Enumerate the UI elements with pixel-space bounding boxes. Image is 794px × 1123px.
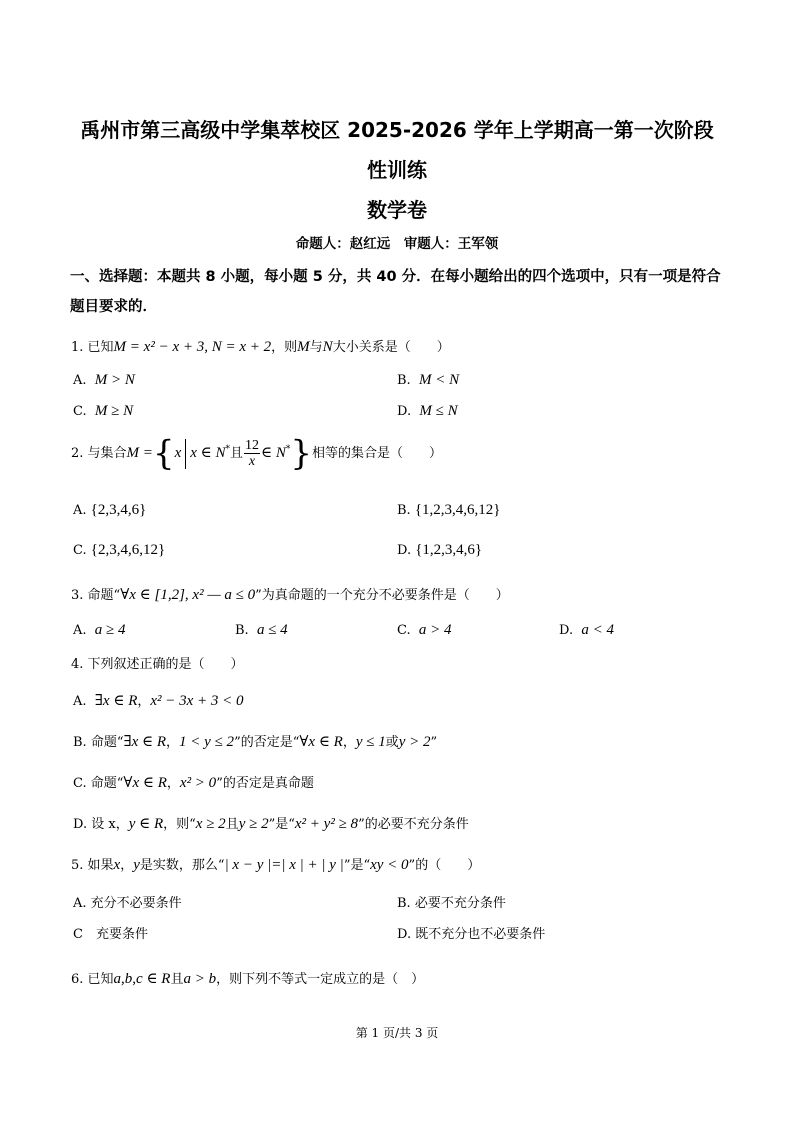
q3-formula: ∀x ∈ [1,2], x² — a ≤ 0 <box>120 587 256 603</box>
q4-option-b: B. 命题“∃x ∈ R，1 < y ≤ 2”的否定是“∀x ∈ R，y ≤ 1或y > 2” <box>73 734 438 750</box>
q3-option-b: B. a ≤ 4 <box>235 622 288 638</box>
q1-option-b: B. M < N <box>397 372 460 388</box>
question-4: 4. 下列叙述正确的是（ ） <box>71 657 244 672</box>
q3-option-c: C. a > 4 <box>397 622 452 638</box>
question-2: 2. 与集合M ={x x ∈ N*且 $\frac{12}{x}$ ∈ N*}相等的集合是（ ） <box>71 433 443 474</box>
question-1 <box>71 336 450 356</box>
q2-option-d: D. {1,2,3,4,6} <box>397 542 483 558</box>
page-subtitle: 数学卷 <box>367 198 427 222</box>
q2-x: x <box>174 445 182 461</box>
page-footer: 第 1 页/共 3 页 <box>355 1026 439 1040</box>
set-bar <box>185 439 186 469</box>
q1-m: M <box>297 339 310 355</box>
q2-cond1: x ∈ N <box>190 445 226 461</box>
q1-prefix: 1. 已知 <box>71 340 114 355</box>
q4-option-a: A. ∃x ∈ R，x² − 3x + 3 < 0 <box>73 693 244 709</box>
q2-suffix: 相等的集合是（ ） <box>312 446 443 461</box>
q1-mid: ，则 <box>271 340 298 355</box>
section-heading: 一、选择题：本题共 8 小题，每小题 5 分，共 40 分．在每小题给出的四个选项中，只有一项是符合题目要求的． <box>70 269 721 315</box>
left-brace-icon: { <box>152 433 175 474</box>
q2-fraction: $\frac{12}{x}$ <box>245 438 260 469</box>
q3-option-a: A. a ≥ 4 <box>73 622 126 638</box>
q1-option-a: A. M > N <box>73 372 135 388</box>
page-title-line1: 禹州市第三高级中学集萃校区 2025-2026 学年上学期高一第一次阶段 <box>80 118 714 142</box>
q3-prefix: 3. 命题“ <box>71 588 121 603</box>
q1-option-c: C. M ≥ N <box>73 403 134 419</box>
q5-option-c: C 充要条件 <box>73 927 148 942</box>
q5-option-b: B. 必要不充分条件 <box>397 896 506 911</box>
q2-prefix: 2. 与集合 <box>71 446 127 461</box>
q2-cond2: ∈ N <box>261 445 286 461</box>
q5-option-a: A. 充分不必要条件 <box>73 896 182 911</box>
q1-suffix: 大小关系是（ ） <box>332 340 450 355</box>
q2-qie: 且 <box>230 446 244 461</box>
q4-option-d: D. 设 x，y ∈ R，则“x ≥ 2且y ≥ 2”是“x² + y² ≥ 8”的必要不充分条件 <box>73 816 469 832</box>
q2-option-b: B. {1,2,3,4,6,12} <box>397 502 501 518</box>
q1-n: N <box>322 339 333 355</box>
authors: 命题人：赵红远 审题人：王军领 <box>295 236 499 252</box>
question-5: 5. 如果x，y是实数，那么“| x − y |=| x | + | y |”是“xy < 0”的（ ） <box>71 857 481 873</box>
q2-option-a: A. {2,3,4,6} <box>73 502 147 518</box>
q1-option-d: D. M ≤ N <box>397 403 458 419</box>
question-3 <box>71 584 509 604</box>
q2-set-lhs: M = <box>126 445 153 461</box>
q2-option-c: C. {2,3,4,6,12} <box>73 542 166 558</box>
q3-suffix: ”为真命题的一个充分不必要条件是（ ） <box>255 588 509 603</box>
q3-option-d: D. a < 4 <box>559 622 614 638</box>
q1-formula: M = x² − x + 3, N = x + 2 <box>113 339 272 355</box>
right-brace-icon: } <box>290 433 313 474</box>
question-6: 6. 已知a,b,c ∈ R且a > b，则下列不等式一定成立的是（ ） <box>71 971 425 987</box>
page-title-line2: 性训练 <box>367 158 427 182</box>
q5-option-d: D. 既不充分也不必要条件 <box>397 927 546 942</box>
q1-and: 与 <box>309 340 323 355</box>
q4-option-c: C. 命题“∀x ∈ R，x² > 0”的否定是真命题 <box>73 775 314 791</box>
